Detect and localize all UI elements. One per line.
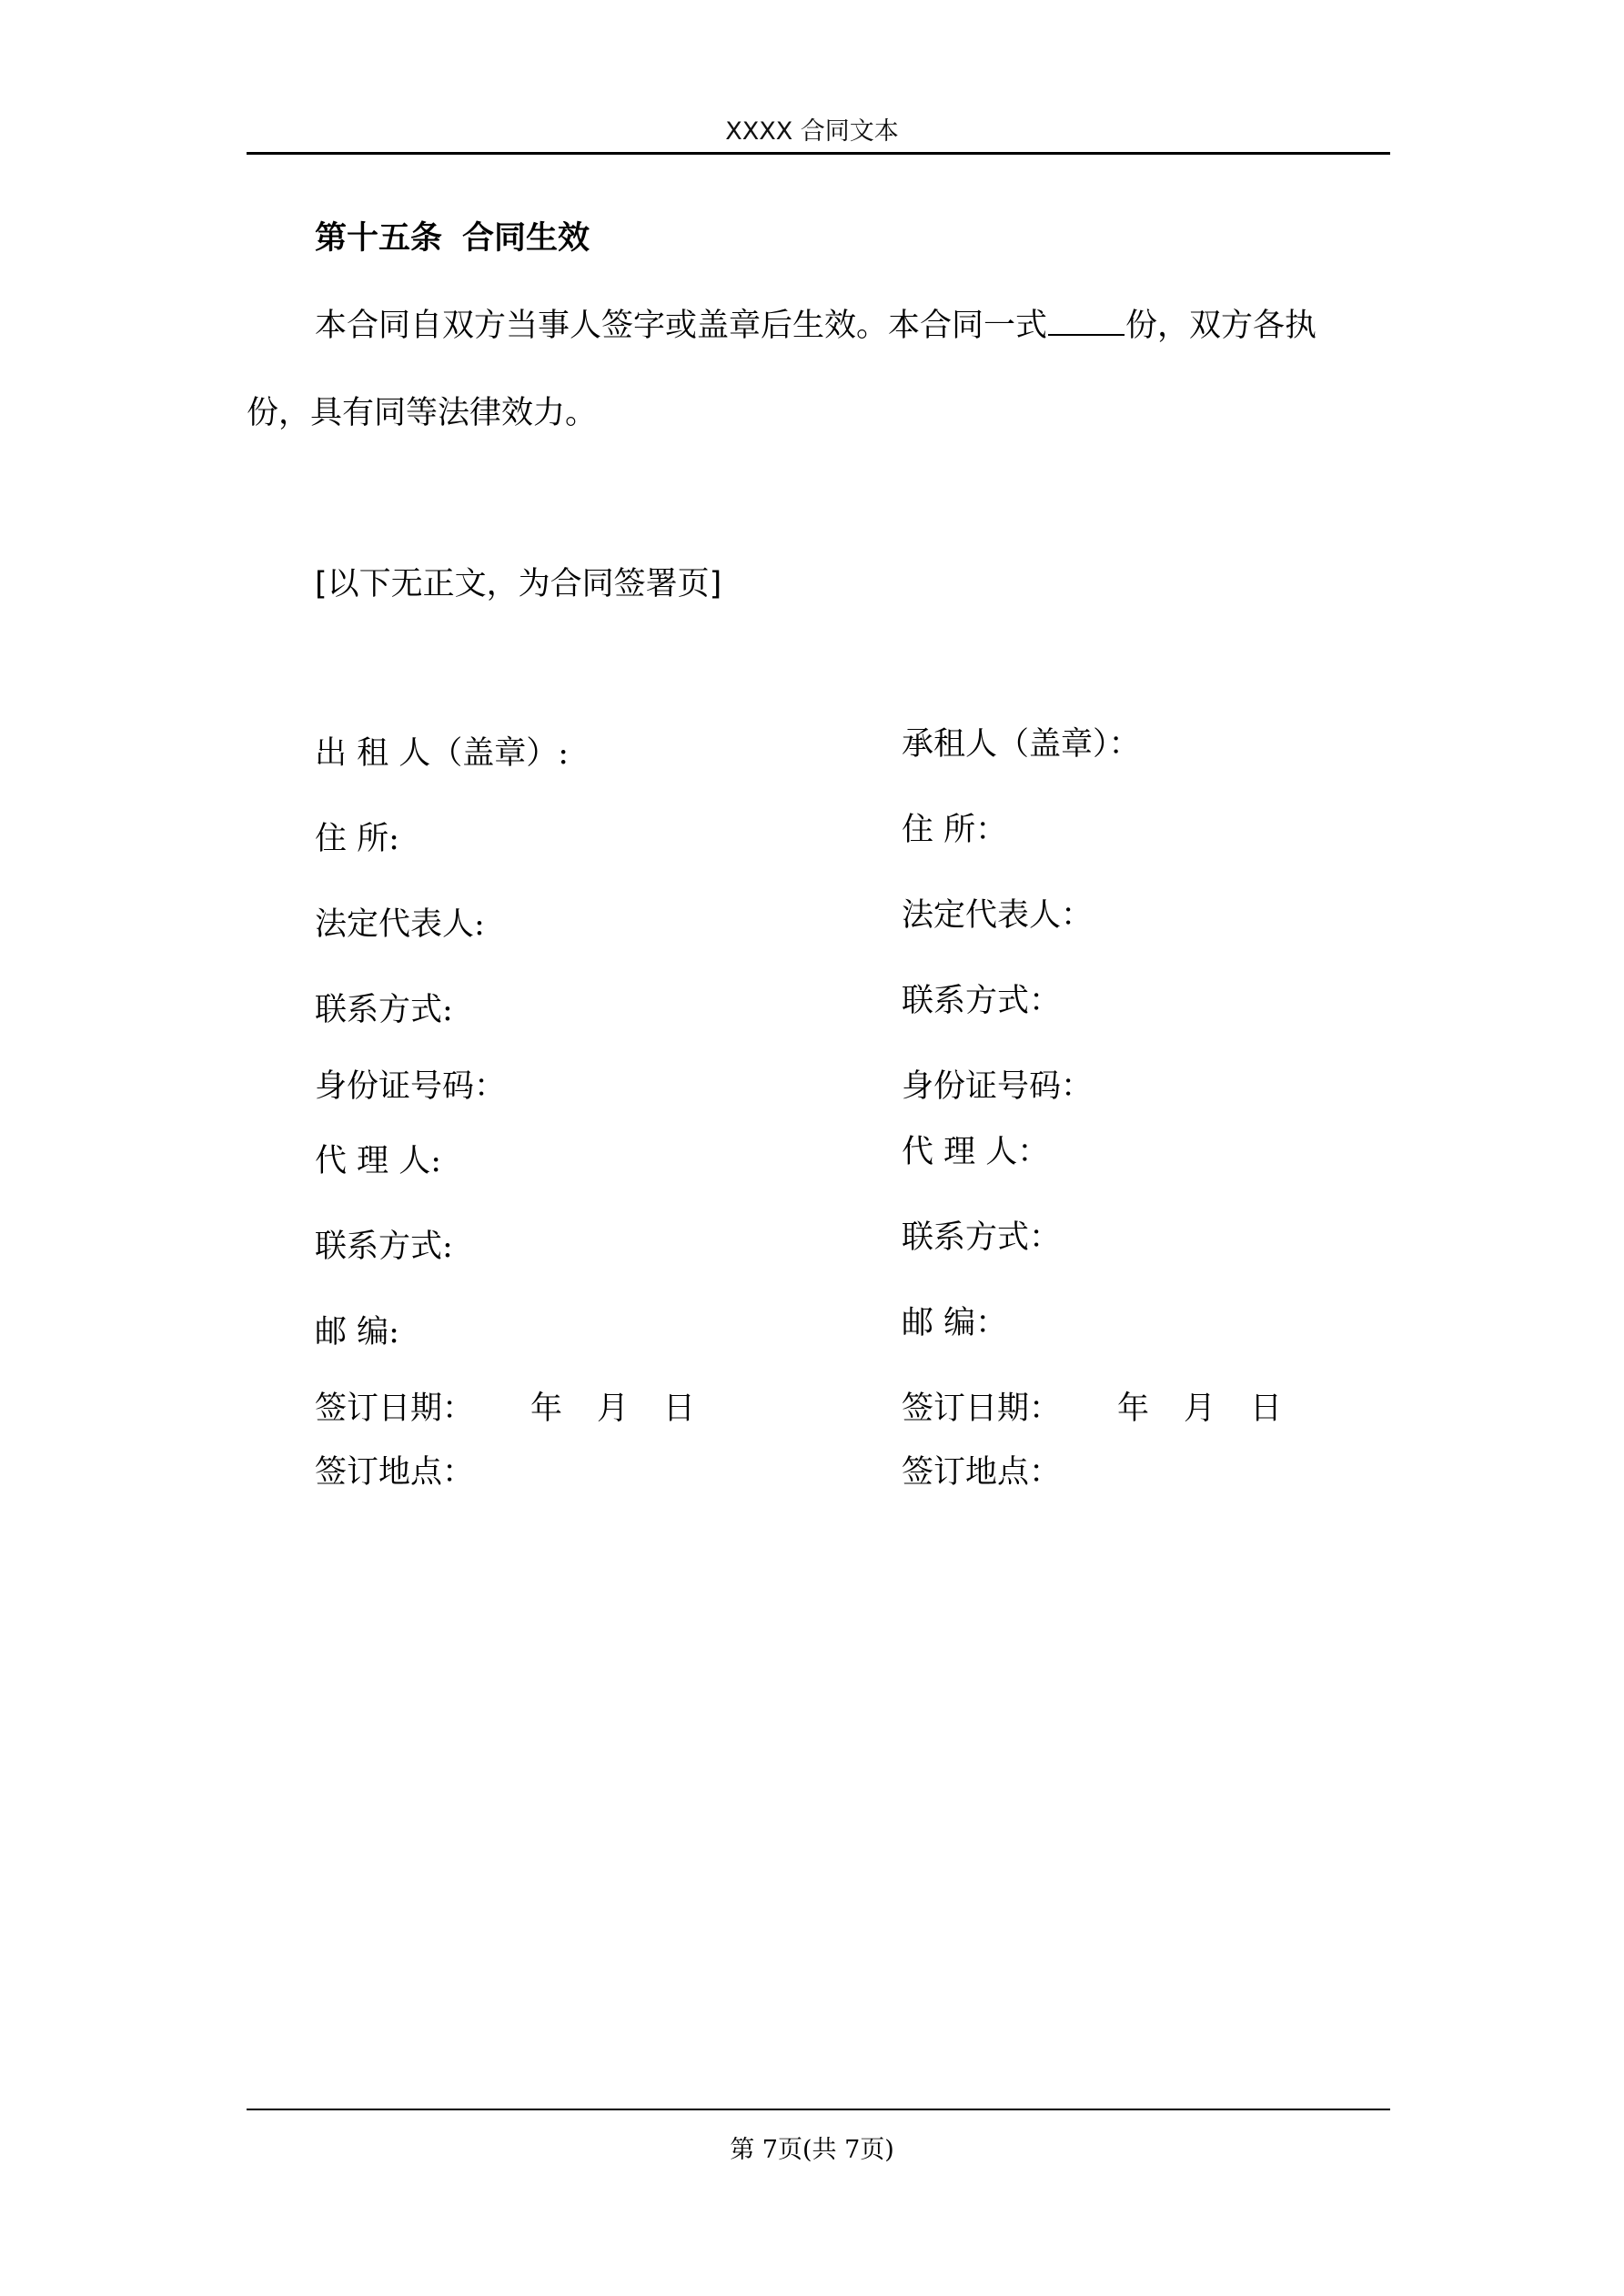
lessee-id-number-label: 身份证号码： — [902, 1068, 1094, 1105]
page-number: 第 7页(共 7页) — [730, 2136, 894, 2164]
lessor-sign-date-row — [315, 1389, 695, 1429]
lessee-legal-rep-label: 法定代表人： — [902, 897, 1094, 934]
lessor-sign-date-label: 签订日期： — [315, 1391, 475, 1427]
page-header-title: XXXX 合同文本 — [725, 117, 899, 146]
article-heading-text: 合同生效 — [462, 220, 590, 257]
lessee-sign-date-row — [902, 1389, 1282, 1429]
lessee-postcode-label: 邮 编： — [902, 1305, 1008, 1341]
lessor-id-number-label: 身份证号码： — [315, 1068, 507, 1105]
lessee-date-day: 日 — [1250, 1391, 1283, 1427]
no-body-text-note: [以下无正文，为合同签署页] — [315, 566, 722, 602]
lessee-sign-place-label: 签订地点： — [902, 1454, 1062, 1491]
lessor-party-label: 出 租 人（盖章）: — [315, 735, 570, 772]
lessee-agent-contact-label: 联系方式： — [902, 1219, 1062, 1256]
lessee-address-label: 住 所： — [902, 812, 1008, 848]
lessee-agent-label: 代 理 人： — [902, 1134, 1050, 1170]
article-paragraph-line-2: 份，具有同等法律效力。 — [247, 395, 598, 431]
lessor-address-label: 住 所: — [315, 821, 399, 857]
lessee-party-label: 承租人（盖章）： — [902, 726, 1141, 763]
lessor-date-day: 日 — [663, 1391, 696, 1427]
lessor-date-month: 月 — [597, 1391, 630, 1427]
lessee-date-year: 年 — [1117, 1391, 1150, 1427]
lessor-sign-place-label: 签订地点： — [315, 1454, 475, 1491]
lessor-postcode-label: 邮 编: — [315, 1314, 399, 1350]
lessor-contact-label: 联系方式: — [315, 992, 453, 1028]
lessee-date-month: 月 — [1184, 1391, 1216, 1427]
article-number: 第十五条 — [315, 220, 443, 257]
lessor-agent-label: 代 理 人: — [315, 1143, 442, 1179]
lessor-signature-block — [315, 0, 861, 1547]
paragraph-text-after-blank: 份，双方各执 — [1125, 308, 1317, 344]
lessee-sign-date-label: 签订日期： — [902, 1391, 1062, 1427]
lessor-agent-contact-label: 联系方式: — [315, 1229, 453, 1265]
lessee-contact-label: 联系方式： — [902, 983, 1062, 1019]
lessor-legal-rep-label: 法定代表人: — [315, 906, 485, 943]
lessee-signature-block — [902, 0, 1447, 1547]
lessor-date-year: 年 — [530, 1391, 563, 1427]
paragraph-text-before-blank: 本合同自双方当事人签字或盖章后生效。本合同一式 — [315, 308, 1048, 344]
footer-divider — [247, 2109, 1390, 2110]
